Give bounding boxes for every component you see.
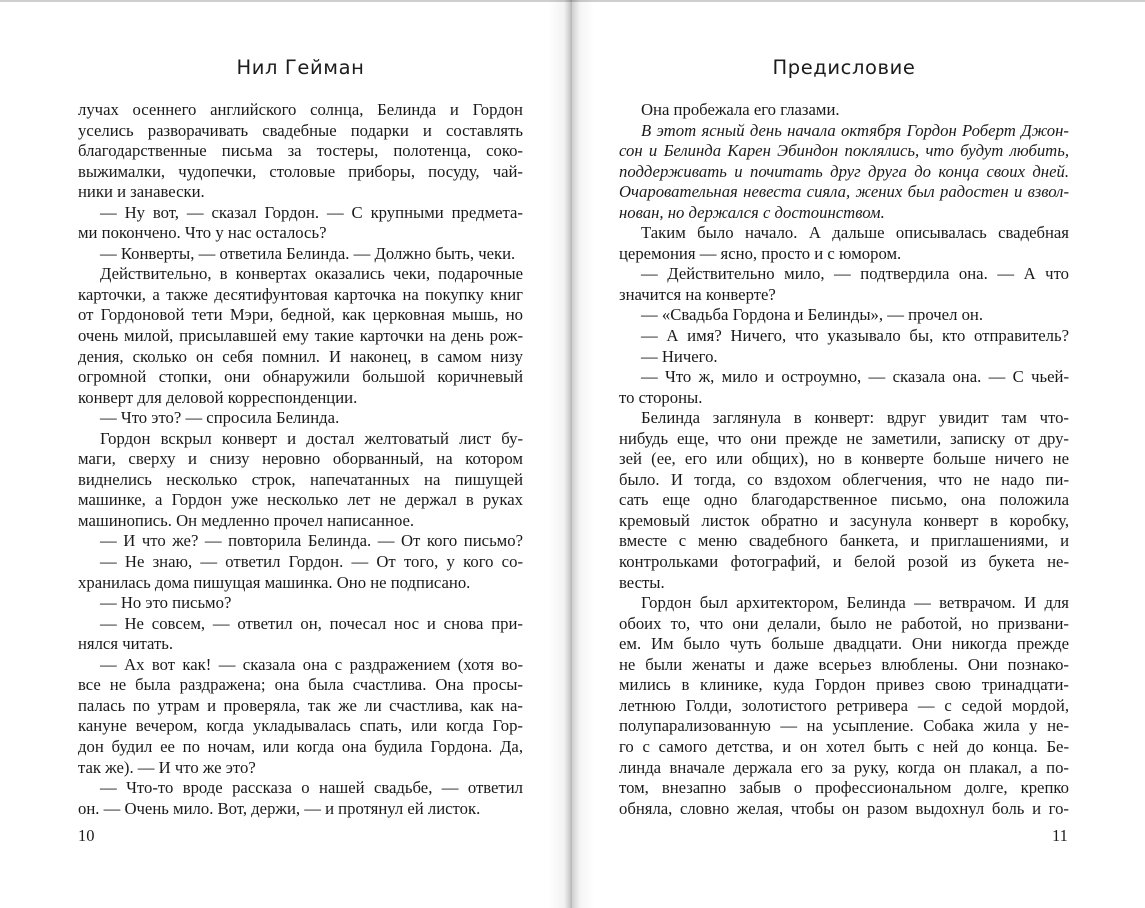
- text-line: — Не знаю, — ответил Гордон. — От того, у кого со-: [100, 552, 523, 572]
- text-line: — Ах вот как! — сказала она с раздражением (хотя во-: [100, 654, 523, 674]
- left-page: [0, 0, 570, 908]
- running-head: Предисловие: [772, 56, 916, 79]
- text-line: машинопись. Он медленно прочел написанное.: [78, 510, 415, 530]
- page-number: 11: [1052, 826, 1068, 845]
- book-spine-gutter: [548, 0, 594, 908]
- text-line: нялся читать.: [78, 634, 174, 654]
- page-number: 10: [78, 826, 95, 845]
- text-line: Белинда заглянула в конверт: вдруг увидит там что-: [641, 408, 1069, 428]
- text-line: обоих то, что они делали, было не работой, но призвани-: [619, 613, 1069, 633]
- text-line: не были женаты и даже всерьез влюблены. Они познако-: [619, 654, 1069, 674]
- text-line: дения, сколько он себя помнил. И наконец, в самом низу: [78, 346, 523, 366]
- text-line: виднелись несколько строк, напечатанных на пишущей: [78, 469, 523, 489]
- text-line: поддерживать и почитать друг друга до конца своих дней.: [619, 161, 1069, 181]
- text-line: от Гордоновой тети Мэри, бедной, как церковная мышь, но: [78, 305, 523, 325]
- text-line: го с самого детства, и он хотел быть с ней до конца. Бе-: [619, 736, 1069, 756]
- text-line: том, внезапно забыв о профессиональном долге, крепко: [619, 778, 1069, 798]
- text-line: кремовый листок обратно и засунула конверт в коробку,: [619, 510, 1069, 530]
- text-line: кануне вечером, когда укладывалась спать, или когда Гор-: [78, 716, 523, 736]
- text-line: машинке, а Гордон уже несколько лет не держал в руках: [78, 490, 523, 510]
- text-line: ми покончено. Что у нас осталось?: [78, 223, 327, 243]
- text-line: благодарственные письма за тостеры, полотенца, соко-: [78, 141, 523, 161]
- text-line: карточки, а также десятифунтовая карточка на покупку книг: [78, 284, 523, 304]
- text-line: все не была раздражена; она была счастлива. Она просы-: [78, 675, 523, 695]
- text-line: — Что это? — спросила Белинда.: [100, 408, 340, 428]
- text-line: зей (ее, его или общих), но в конверте больше ничего не: [619, 449, 1069, 469]
- text-line: В этот ясный день начала октября Гордон Роберт Джон-: [641, 120, 1069, 140]
- text-line: — Ну вот, — сказал Гордон. — С крупными предмета-: [100, 202, 523, 222]
- text-line: так же). — И что же это?: [78, 757, 256, 777]
- text-line: значится на конверте?: [619, 284, 776, 304]
- text-line: было. И тогда, со вздохом облегчения, что не надо пи-: [619, 469, 1069, 489]
- text-line: сать еще одно благодарственное письмо, она положила: [619, 490, 1069, 510]
- text-line: — Ничего.: [641, 346, 718, 366]
- text-line: ем. Им было чуть больше двадцати. Они никогда прежде: [619, 634, 1069, 654]
- text-line: вместе с меню свадебного банкета, и приглашениями, и: [619, 531, 1069, 551]
- text-line: — Конверты, — ответила Белинда. — Должно быть, чеки.: [100, 243, 516, 263]
- text-line: уселись разворачивать свадебные подарки и составлять: [78, 120, 523, 140]
- text-line: палась по утрам и проверяла, так же ли счастлива, как на-: [78, 695, 523, 715]
- text-line: Гордон вскрыл конверт и достал желтоватый лист бу-: [100, 428, 523, 448]
- text-line: летнюю Голди, золотистого ретривера — с седой мордой,: [619, 695, 1069, 715]
- text-line: нибудь еще, что они прежде не заметили, записку от дру-: [619, 428, 1069, 448]
- text-line: — Что-то вроде рассказа о нашей свадьбе, — ответил: [100, 778, 523, 798]
- text-line: дон будил ее по ночам, или когда она будила Гордона. Да,: [78, 736, 523, 756]
- text-line: Гордон был архитектором, Белинда — ветврачом. И для: [641, 593, 1069, 613]
- text-line: лучах осеннего английского солнца, Белинда и Гордон: [78, 100, 523, 119]
- text-line: сон и Белинда Карен Эбиндон поклялись, что будут любить,: [619, 141, 1069, 161]
- text-line: огромной стопки, они обнаружили большой коричневый: [78, 367, 523, 387]
- body-text: [78, 100, 523, 819]
- text-line: церемония — ясно, просто и с юмором.: [619, 243, 902, 263]
- text-line: очень милой, присылавшей ему такие карточки на день рож-: [78, 326, 523, 346]
- running-head: Нил Гейман: [236, 56, 365, 79]
- text-line: линда вначале держала его за руку, когда он плакал, а по-: [619, 757, 1069, 777]
- text-line: — Что ж, мило и остроумно, — сказала она. — С чьей-: [641, 367, 1069, 387]
- text-line: Действительно, в конвертах оказались чеки, подарочные: [100, 264, 523, 284]
- text-line: выжималки, чудопечки, столовые приборы, посуду, чай-: [78, 161, 523, 181]
- text-line: конверт для деловой корреспонденции.: [78, 387, 358, 407]
- text-line: нован, но держался с достоинством.: [619, 202, 885, 222]
- text-line: — «Свадьба Гордона и Белинды», — прочел он.: [641, 305, 984, 325]
- text-line: весты.: [619, 572, 665, 592]
- text-line: обняла, словно желая, чтобы он разом выдохнул боль и го-: [619, 798, 1069, 818]
- text-line: мились в клинике, куда Гордон привез свою тринадцати-: [619, 675, 1069, 695]
- text-line: полупарализованную — на усыпление. Собака жила у не-: [619, 716, 1069, 736]
- text-line: Таким было начало. А дальше описывалась свадебная: [641, 223, 1069, 243]
- text-line: — Но это письмо?: [100, 593, 232, 613]
- text-line: — Действительно мило, — подтвердила она. — А что: [641, 264, 1069, 284]
- text-line: — А имя? Ничего, что указывало бы, кто отправитель?: [641, 326, 1069, 346]
- text-line: хранилась дома пишущая машинка. Оно не подписано.: [78, 572, 471, 592]
- right-page: [572, 0, 1145, 908]
- text-line: Она пробежала его глазами.: [641, 100, 840, 119]
- text-line: — И что же? — повторила Белинда. — От кого письмо?: [100, 531, 523, 551]
- body-text: [619, 100, 1069, 819]
- text-line: то стороны.: [619, 387, 703, 407]
- text-line: контрольками фотографий, и белой розой из букета не-: [619, 552, 1069, 572]
- text-line: Очаровательная невеста сияла, жених был радостен и взвол-: [619, 182, 1069, 202]
- text-line: он. — Очень мило. Вот, держи, — и протянул ей листок.: [78, 798, 481, 818]
- text-line: маги, сверху и снизу неровно оборванный, на котором: [78, 449, 523, 469]
- text-line: — Не совсем, — ответил он, почесал нос и снова при-: [100, 613, 523, 633]
- text-line: ники и занавески.: [78, 182, 205, 202]
